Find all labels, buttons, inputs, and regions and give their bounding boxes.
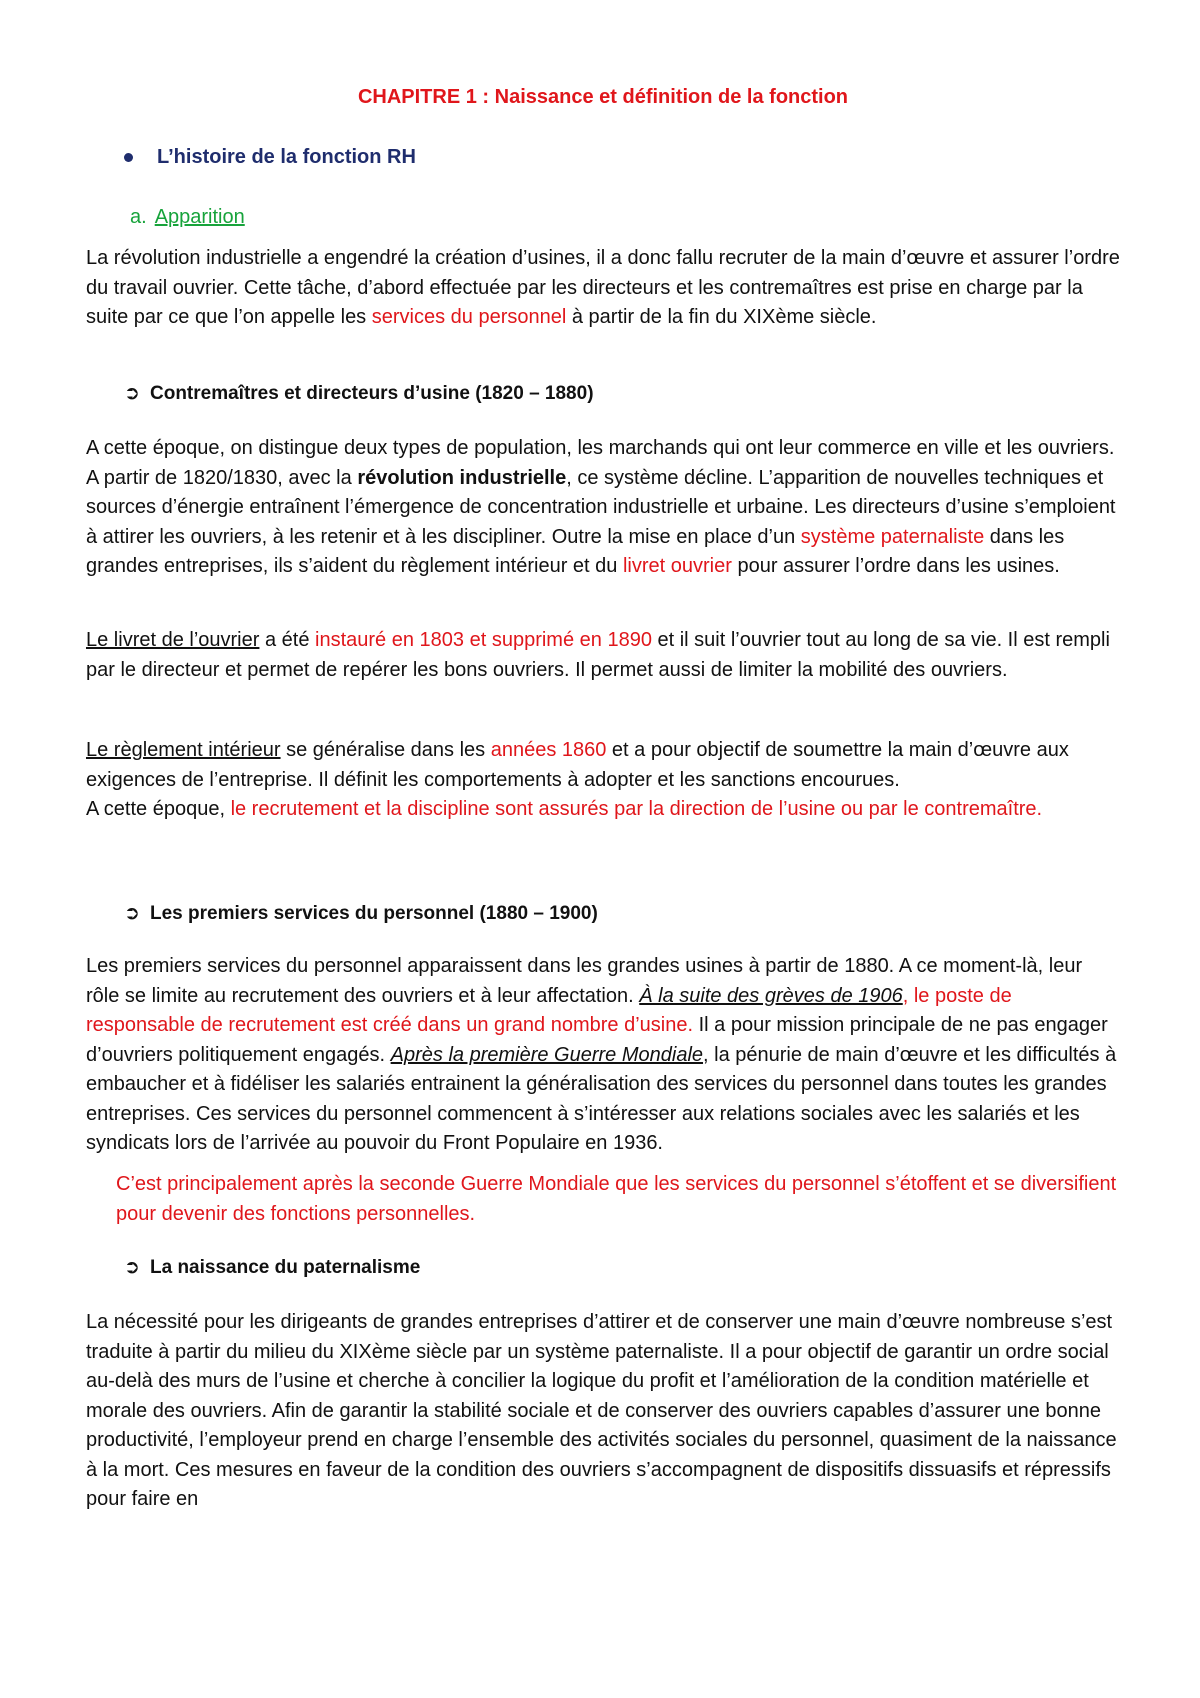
chapter-title: CHAPITRE 1 : Naissance et définition de la fonction — [357, 86, 849, 108]
arrow-heading-3 — [124, 1256, 420, 1279]
text: dans les grandes entreprises, ils s’aident du règlement intérieur et du — [86, 525, 1065, 577]
underlined-term: Le livret de l’ouvrier — [86, 629, 260, 651]
paragraph-reglement — [86, 736, 1120, 825]
highlight-text: livret ouvrier — [622, 555, 732, 577]
arrow-right-icon: ➲ — [124, 1257, 140, 1278]
underlined-term: Le règlement intérieur — [86, 739, 281, 761]
italic-underlined-text: À la suite des grèves de 1906 — [639, 984, 903, 1007]
paragraph-conclusion: C’est principalement après la seconde Guerre Mondiale que les services du personnel s’étoffent et se diversifient pour devenir des fonctions personnelles. — [116, 1173, 1117, 1225]
section-heading-label: L’histoire de la fonction RH — [157, 146, 416, 168]
text: , la pénurie de main d’œuvre et les difficultés à embaucher et à fidéliser les salariés entrainent la généralisation des services du personnel dans toutes les grandes entreprises. Ces services du personnel commencent à s’intéresser aux relations sociales avec les salariés et les syndicats lors de l’arrivée au pouvoir du Front Populaire en 1936. — [86, 1043, 1117, 1154]
arrow-heading-1 — [124, 382, 594, 405]
highlight-text: années 1860 — [490, 739, 607, 761]
paragraph-paternalisme: La nécessité pour les dirigeants de grandes entreprises d’attirer et de conserver une main d’œuvre nombreuse s’est traduite à partir du milieu du XIXème siècle par un système paternaliste. Il a pour objectif de garantir un ordre social au-delà des murs de l’usine et cherche à concilier la logique du profit et l’amélioration de la condition matérielle et morale des ouvriers. Afin de garantir la stabilité sociale et de conserver des ouvriers capables d’assurer une bonne productivité, l’employeur prend en charge l’ensemble des activités sociales du personnel, quasiment de la naissance à la mort. Ces mesures en faveur de la condition des ouvriers s’accompagnent de dispositifs dissuasifs et répressifs pour faire en — [86, 1311, 1117, 1510]
highlight-text: , le poste de responsable de recrutement est créé dans un grand nombre d’usine. — [86, 984, 1012, 1036]
text: pour assurer l’ordre dans les usines. — [731, 555, 1060, 577]
paragraph-contremaitres — [86, 434, 1120, 582]
highlight-text: le recrutement et la discipline sont assurés par la direction de l’usine ou par le contremaître. — [230, 798, 1043, 820]
arrow-heading-label: Les premiers services du personnel (1880 – 1900) — [150, 903, 598, 924]
subsection-heading — [130, 206, 245, 229]
highlight-text: système paternaliste — [800, 525, 985, 548]
text: et il suit l’ouvrier tout au long de sa vie. Il est rempli par le directeur et permet de repérer les bons ouvriers. Il permet aussi de limiter la mobilité des ouvriers. — [86, 629, 1110, 681]
paragraph-livret — [86, 626, 1120, 685]
bold-text: révolution industrielle — [357, 466, 567, 489]
text: , ce système décline. L’apparition de nouvelles techniques et sources d’énergie entraînent l’émergence de concentration industrielle et urbaine. Les directeurs d’usine s’emploient à attirer les ouvriers, à les retenir et à les discipliner. Outre la mise en place d’un — [86, 466, 1116, 548]
text: se généralise dans les — [280, 739, 491, 761]
text: et a pour objectif de soumettre la main d’œuvre aux exigences de l’entreprise. Il définit les comportements à adopter et les sanctions encourues. — [86, 739, 1069, 791]
highlight-text: instauré en 1803 et supprimé en 1890 — [315, 629, 652, 651]
text: Il a pour mission principale de ne pas engager d’ouvriers politiquement engagés. — [86, 1014, 1108, 1066]
arrow-right-icon: ➲ — [124, 903, 140, 924]
text: Les premiers services du personnel apparaissent dans les grandes usines à partir de 1880. A ce moment-là, leur rôle se limite au recrutement des ouvriers et à leur affectation. — [86, 955, 1083, 1007]
highlight-text: services du personnel — [371, 306, 567, 328]
section-heading — [124, 146, 416, 169]
arrow-heading-label: Contremaîtres et directeurs d’usine (1820 – 1880) — [150, 383, 594, 404]
paragraph-intro — [86, 244, 1120, 333]
arrow-heading-label: La naissance du paternalisme — [150, 1257, 421, 1278]
bullet-icon — [124, 153, 133, 162]
text: à partir de la fin du XIXème siècle. — [566, 306, 877, 328]
subsection-marker: a. — [130, 206, 147, 228]
text: La révolution industrielle a engendré la création d’usines, il a donc fallu recruter de la main d’œuvre et assurer l’ordre du travail ouvrier. Cette tâche, d’abord effectuée par les directeurs et les contremaîtres est prise en charge par la suite par ce que l’on appelle les — [86, 247, 1120, 328]
text: a été — [259, 629, 316, 651]
arrow-right-icon: ➲ — [124, 383, 140, 404]
paragraph-premiers-services — [86, 952, 1120, 1159]
text: A cette époque, on distingue deux types de population, les marchands qui ont leur commerce en ville et les ouvriers. A partir de 1820/1830, avec la — [86, 437, 1115, 489]
italic-underlined-text: Après la première Guerre Mondiale — [390, 1043, 704, 1066]
subsection-label: Apparition — [154, 206, 245, 228]
arrow-heading-2 — [124, 902, 598, 925]
text: A cette époque, — [86, 798, 231, 820]
